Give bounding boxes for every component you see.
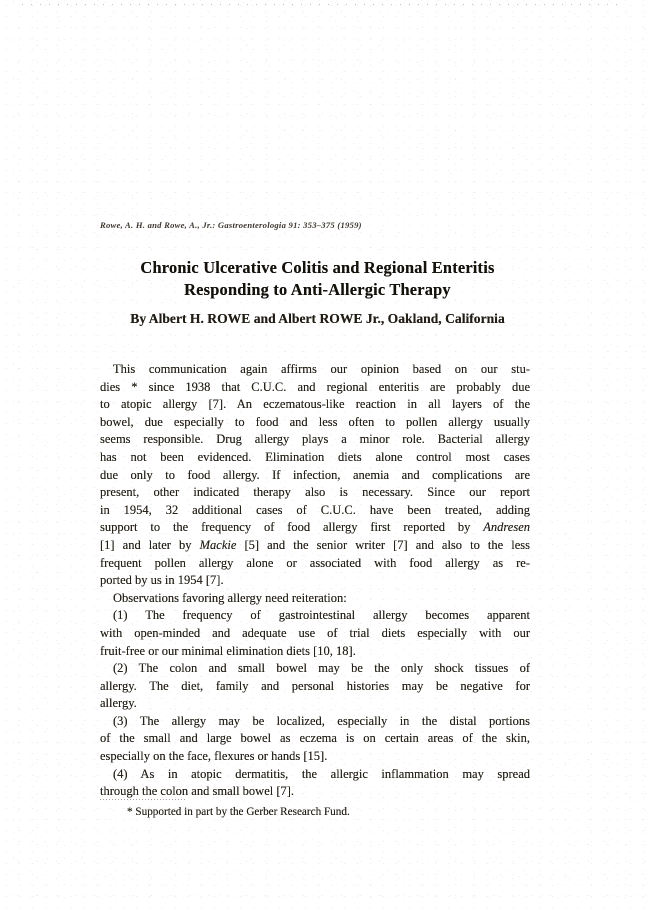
body-text-segment: (1) The frequency of gastrointestinal allergy becomes apparent [113,608,530,623]
article-title-line-1: Chronic Ulcerative Colitis and Regional Enteritis [140,258,495,277]
body-line [100,766,530,784]
footnote-divider [100,799,187,800]
scan-artifact-dotted-line [22,4,624,5]
body-line [100,555,530,573]
body-text-segment: [1] and later by [100,537,200,552]
body-line [100,572,530,590]
body-line [100,678,530,696]
body-line [100,695,530,713]
body-line [100,502,530,520]
body-text-segment: Observations favoring allergy need reiteration: [113,590,347,605]
body-text-segment: allergy. The diet, family and personal histories may be negative for [100,678,530,693]
cited-author-name: Mackie [199,537,237,552]
article-body [100,361,530,801]
body-line [100,396,530,414]
body-text-segment: of the small and large bowel as eczema is on certain areas of the skin, [100,731,530,746]
body-text-segment: This communication again affirms our opinion based on our stu- [113,362,530,376]
body-line [100,379,530,397]
body-text-segment: seems responsible. Drug allergy plays a minor role. Bacterial allergy [100,432,530,447]
footnote: * Supported in part by the Gerber Research Fund. [127,806,350,818]
body-line [100,660,530,678]
body-text-segment: allergy. [100,696,137,711]
body-line [100,467,530,485]
body-text-segment: fruit-free or our minimal elimination diets [10, 18]. [100,643,356,658]
body-line [100,537,530,555]
article-title [100,257,535,301]
body-text-segment: through the colon and small bowel [7]. [100,784,295,799]
body-line [100,361,530,379]
body-text-segment: bowel, due especially to food and less often to pollen allergy usually [100,414,530,429]
body-line [100,519,530,537]
body-text-segment: support to the frequency of food allergy first reported by [100,520,484,535]
body-text-segment: (2) The colon and small bowel may be the only shock tissues of [113,661,530,676]
body-text-segment: due only to food allergy. If infection, anemia and complications are [100,467,530,482]
body-text-segment: [5] and the senior writer [7] and also to the less [236,537,530,552]
body-line [100,713,530,731]
body-text-segment: (3) The allergy may be localized, especially in the distal portions [113,713,530,728]
body-line [100,625,530,643]
body-text-segment: to atopic allergy [7]. An eczematous-like reaction in all layers of the [100,397,530,412]
author-byline: By Albert H. ROWE and Albert ROWE Jr., Oakland, California [130,311,505,326]
body-text-segment: with open-minded and adequate use of trial diets especially with our [100,625,530,640]
journal-citation: Rowe, A. H. and Rowe, A., Jr.: Gastroenterologia 91: 353–375 (1959) [100,220,362,230]
body-text-segment: in 1954, 32 additional cases of C.U.C. have been treated, adding [100,502,530,517]
article-title-line-2: Responding to Anti-Allergic Therapy [184,280,451,299]
body-line [100,590,530,608]
body-text-segment: present, other indicated therapy also is necessary. Since our report [100,485,530,500]
body-text-segment: (4) As in atopic dermatitis, the allergic inflammation may spread [113,766,530,781]
body-text-segment: especially on the face, flexures or hands [15]. [100,749,328,764]
body-line [100,748,530,766]
body-line [100,643,530,661]
body-line [100,730,530,748]
cited-author-name: Andresen [483,520,530,535]
body-line [100,431,530,449]
body-text-segment: has not been evidenced. Elimination diets alone control most cases [100,449,530,464]
body-text-segment: frequent pollen allergy alone or associated with food allergy as re- [100,555,530,570]
body-line [100,449,530,467]
body-line [100,414,530,432]
body-line [100,484,530,502]
body-text-segment: dies * since 1938 that C.U.C. and regional enteritis are probably due [100,379,530,394]
body-line [100,607,530,625]
body-text-segment: ported by us in 1954 [7]. [100,573,224,588]
